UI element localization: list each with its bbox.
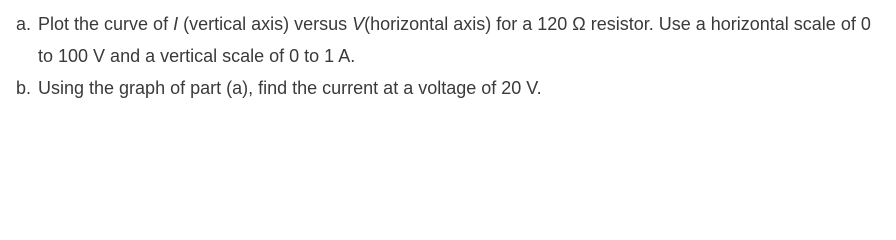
part-a [16, 8, 888, 72]
part-a-text-middle: (vertical axis) versus [178, 14, 353, 34]
part-a-text-start: Plot the curve of [38, 14, 174, 34]
problem-text [16, 8, 888, 104]
part-a-line-1 [38, 8, 888, 40]
part-b-marker: b. [16, 78, 32, 98]
variable-i: I [173, 14, 179, 34]
part-a-text-end: (horizontal axis) for a 120 Ω resistor. Use a horizontal scale of 0 [364, 14, 871, 34]
part-b-text: Using the graph of part (a), find the current at a voltage of 20 V. [38, 78, 542, 98]
part-a-line-2: to 100 V and a vertical scale of 0 to 1 A. [38, 46, 356, 66]
part-a-marker: a. [16, 14, 32, 34]
variable-v: V [352, 14, 365, 34]
part-b [16, 72, 888, 104]
